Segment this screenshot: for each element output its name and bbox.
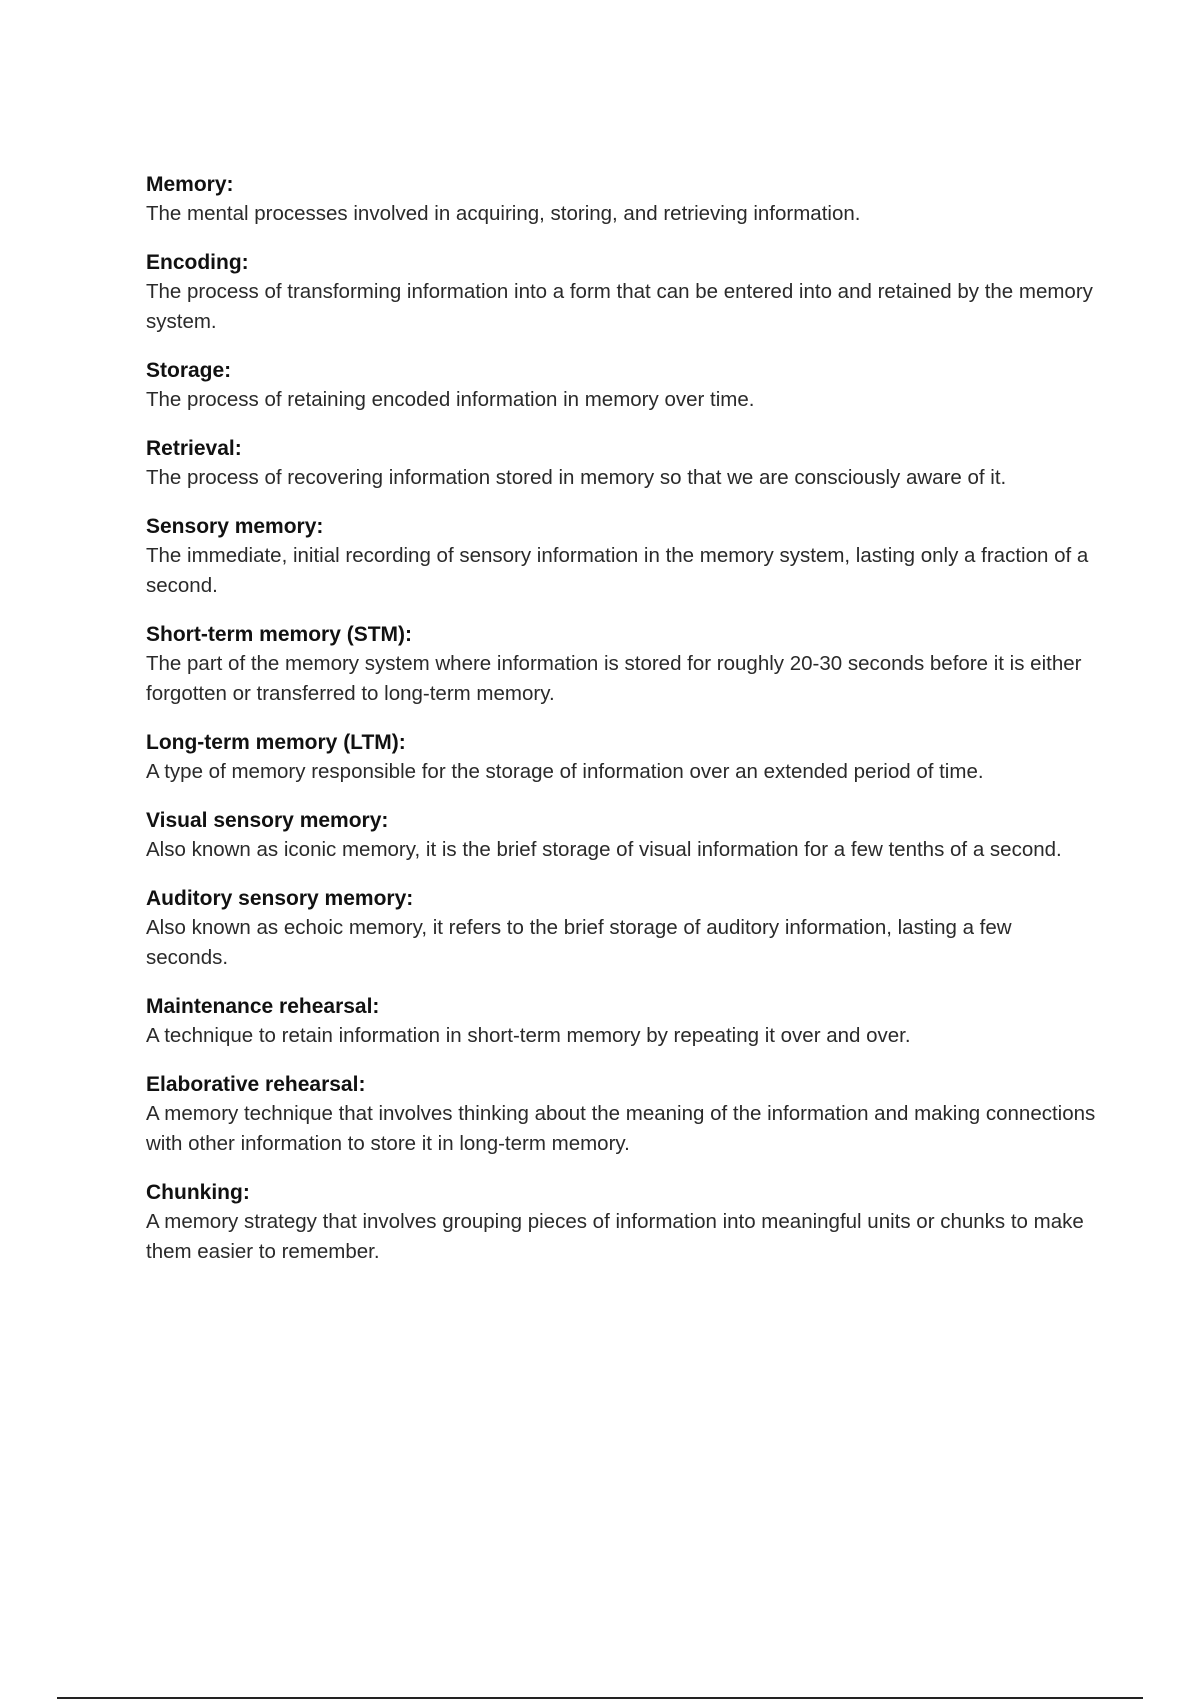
term-heading: Sensory memory:	[146, 515, 324, 538]
term-definition: The process of recovering information stored in memory so that we are consciously aware of it.	[146, 466, 1007, 489]
term-definition: The process of retaining encoded information in memory over time.	[146, 388, 755, 411]
term-heading: Maintenance rehearsal:	[146, 995, 380, 1018]
term-definition: The mental processes involved in acquiring, storing, and retrieving information.	[146, 202, 861, 225]
glossary-entry-chunking	[146, 1178, 1096, 1267]
term-definition: Also known as echoic memory, it refers to the brief storage of auditory information, lasting a few seconds.	[146, 916, 1012, 969]
term-heading: Elaborative rehearsal:	[146, 1073, 366, 1096]
term-heading: Memory:	[146, 173, 234, 196]
term-definition: A type of memory responsible for the storage of information over an extended period of time.	[146, 760, 984, 783]
term-definition: The part of the memory system where information is stored for roughly 20-30 seconds before it is either forgotten or transferred to long-term memory.	[146, 652, 1082, 705]
footer-divider	[57, 1697, 1143, 1699]
term-heading: Encoding:	[146, 251, 249, 274]
glossary-list	[146, 170, 1096, 1286]
term-definition: Also known as iconic memory, it is the brief storage of visual information for a few tenths of a second.	[146, 838, 1062, 861]
term-heading: Long-term memory (LTM):	[146, 731, 406, 754]
term-definition: A memory technique that involves thinking about the meaning of the information and making connections with other information to store it in long-term memory.	[146, 1102, 1096, 1155]
glossary-entry-short-term-memory	[146, 620, 1096, 709]
glossary-entry-storage	[146, 356, 1096, 415]
glossary-entry-sensory-memory	[146, 512, 1096, 601]
term-definition: A memory strategy that involves grouping pieces of information into meaningful units or chunks to make them easier to remember.	[146, 1210, 1084, 1263]
glossary-entry-encoding	[146, 248, 1096, 337]
term-definition: The immediate, initial recording of sensory information in the memory system, lasting only a fraction of a second.	[146, 544, 1089, 597]
term-heading: Visual sensory memory:	[146, 809, 389, 832]
glossary-entry-elaborative-rehearsal	[146, 1070, 1096, 1159]
term-heading: Retrieval:	[146, 437, 242, 460]
glossary-entry-auditory-sensory-memory	[146, 884, 1096, 973]
term-heading: Chunking:	[146, 1181, 250, 1204]
term-definition: The process of transforming information into a form that can be entered into and retained by the memory system.	[146, 280, 1093, 333]
glossary-entry-visual-sensory-memory	[146, 806, 1096, 865]
glossary-entry-memory	[146, 170, 1096, 229]
term-heading: Short-term memory (STM):	[146, 623, 413, 646]
term-definition: A technique to retain information in short-term memory by repeating it over and over.	[146, 1024, 911, 1047]
term-heading: Auditory sensory memory:	[146, 887, 414, 910]
glossary-entry-retrieval	[146, 434, 1096, 493]
glossary-entry-long-term-memory	[146, 728, 1096, 787]
term-heading: Storage:	[146, 359, 232, 382]
glossary-entry-maintenance-rehearsal	[146, 992, 1096, 1051]
